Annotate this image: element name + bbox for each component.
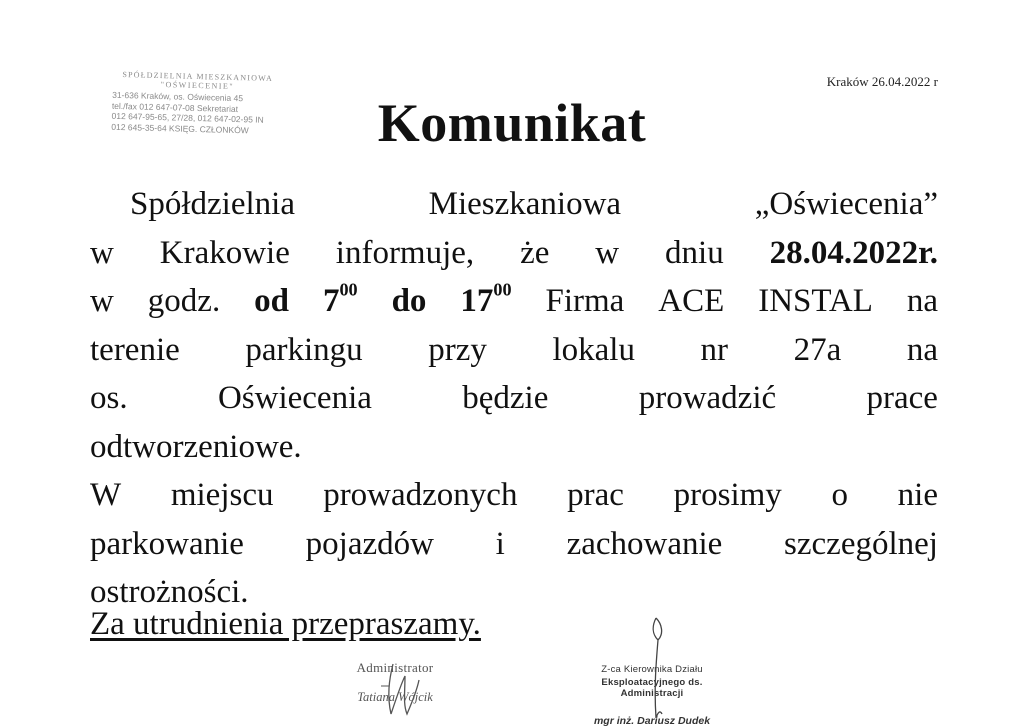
word: Oświecenia [217, 380, 372, 416]
word: parkowanie [90, 525, 244, 562]
word: os. [90, 380, 128, 416]
signature-name: Tatiana Wójcik [357, 690, 433, 704]
body-line-3 [90, 277, 938, 326]
word: ostrożności. [90, 574, 249, 610]
stamp-phone-2: 012 647-95-65, 27/28, 012 647-02-95 IN [111, 110, 264, 125]
word: i [495, 525, 505, 562]
word: odtworzeniowe. [90, 428, 302, 465]
word: przy [428, 331, 487, 368]
body-line-7 [90, 471, 938, 520]
start-hour: 7 [322, 283, 340, 319]
word: prac [567, 477, 624, 513]
word: nie [897, 477, 938, 513]
word: miejscu [170, 477, 274, 513]
body-line-5 [90, 374, 938, 423]
word: pojazdów [305, 525, 434, 562]
word: że [520, 234, 550, 271]
word: prosimy [673, 477, 782, 513]
document-title: Komunikat [377, 93, 647, 153]
stamp-subtitle: "OŚWIECENIE" [160, 80, 235, 91]
word: „Oświecenia” [754, 186, 938, 222]
word: W [90, 477, 122, 513]
word: w [90, 234, 114, 271]
start-minutes: 00 [339, 279, 358, 300]
word: dniu [665, 234, 724, 271]
handwritten-signature-icon [375, 656, 435, 720]
body-line-4 [90, 326, 938, 375]
stamp-phone-3: 012 645-35-64 KSIĘG. CZŁONKÓW [111, 121, 249, 135]
end-time [460, 277, 511, 326]
time-to-label: do [391, 283, 427, 319]
document-date: Kraków 26.04.2022 r [826, 74, 938, 89]
word: informuje, [335, 234, 475, 271]
word: na [906, 283, 938, 319]
body-line-6 [90, 423, 938, 472]
body-line-1 [90, 180, 938, 229]
word: w [595, 234, 620, 271]
start-time [323, 277, 358, 326]
word: prace [866, 380, 938, 416]
notice-body [90, 180, 938, 617]
body-line-2 [90, 229, 938, 278]
signature-role: Administrator [356, 660, 434, 675]
word: lokalu [552, 331, 635, 368]
stamp-phone-1: tel./fax 012 647-07-08 Sekretariat [111, 100, 239, 114]
word: szczególnej [784, 525, 938, 562]
word: Spółdzielnia [130, 186, 295, 222]
word: w [90, 283, 114, 319]
word: na [906, 331, 938, 368]
body-line-8 [90, 520, 938, 569]
signature-deputy-manager [582, 664, 722, 727]
stamp-address: 31-636 Kraków, os. Oświecenia 45 [112, 89, 244, 104]
handwritten-signature-icon [642, 614, 672, 724]
word: Mieszkaniowa [428, 186, 622, 222]
word: prowadzić [638, 380, 777, 416]
word: nr [700, 331, 729, 368]
signature-role-line-1: Z-ca Kierownika Działu [601, 664, 703, 675]
work-date: 28.04.2022r. [769, 234, 938, 271]
signature-administrator [335, 660, 455, 705]
word: zachowanie [566, 525, 723, 562]
stamp-title: SPÓŁDZIELNIA MIESZKANIOWA [122, 70, 274, 83]
signature-name: mgr inż. Dariusz Dudek [593, 715, 711, 727]
word: terenie [90, 331, 180, 368]
word: parkingu [245, 331, 363, 368]
end-minutes: 00 [493, 279, 512, 300]
signature-role-line-2: Eksploatacyjnego ds. Administracji [601, 677, 703, 699]
word: będzie [462, 380, 549, 416]
word: o [831, 477, 848, 513]
apology-line: Za utrudnienia przepraszamy. [90, 606, 481, 642]
time-from-label: od [254, 283, 290, 319]
word: 27a [793, 331, 842, 368]
word: INSTAL [758, 283, 873, 319]
word: ACE [658, 283, 725, 319]
end-hour: 17 [460, 283, 494, 319]
word: Firma [545, 283, 625, 319]
word: Krakowie [159, 234, 290, 271]
word: prowadzonych [323, 477, 518, 513]
word: godz. [147, 283, 221, 319]
